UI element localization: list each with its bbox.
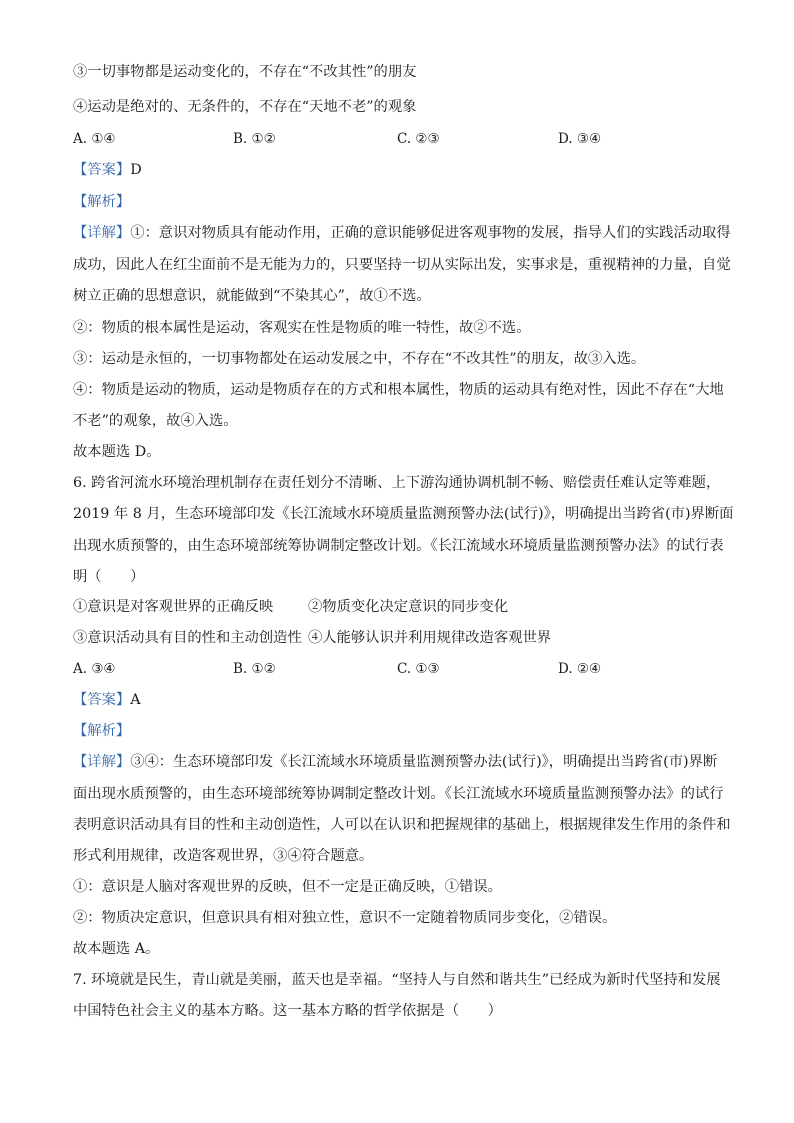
q6-analysis-tag: 【解析】 <box>73 723 131 739</box>
q5-statement-4: ④运动是绝对的、无条件的，不存在“天地不老”的观象 <box>73 99 417 115</box>
q6-detail-line-2: 面出现水质预警的，由生态环境部统筹协调制定整改计划。《长江流域水环境质量监测预警办法》的试行 <box>73 786 724 802</box>
q6-statements-row-1 <box>73 597 508 617</box>
q6-answer <box>73 690 141 710</box>
q5-analysis-tag: 【解析】 <box>73 194 131 210</box>
q6-option-b: B. ①② <box>233 661 276 677</box>
detail-tag: 【详解】 <box>73 754 131 770</box>
q5-detail-line-1 <box>73 223 731 243</box>
q6-stem-line-3: 出现水质预警的，由生态环境部统筹协调制定整改计划。《长江流域水环境质量监测预警办法》的试行表 <box>73 538 724 554</box>
detail-text: ①：意识对物质具有能动作用，正确的意识能够促进客观事物的发展，指导人们的实践活动取得 <box>130 225 731 241</box>
q5-option-b: B. ①② <box>233 131 276 147</box>
q5-option-c: C. ②③ <box>397 131 440 147</box>
q5-explain-3: ③：运动是永恒的，一切事物都处在运动发展之中，不存在“不改其性”的朋友，故③入选。 <box>73 351 646 367</box>
q6-explain-1: ①：意识是人脑对客观世界的反映，但不一定是正确反映，①错误。 <box>73 879 502 895</box>
q7-stem-line-1: 7. 环境就是民生，青山就是美丽，蓝天也是幸福。“坚持人与自然和谐共生”已经成为新时代坚持和发展 <box>73 972 721 988</box>
q5-detail-line-2: 成功，因此人在红尘面前不是无能为力的，只要坚持一切从实际出发，实事求是，重视精神的力量，自觉 <box>73 257 731 273</box>
q6-detail-line-3: 表明意识活动具有目的性和主动创造性，人可以在认识和把握规律的基础上，根据规律发生作用的条件和 <box>73 817 731 833</box>
answer-value: D <box>130 162 142 178</box>
q5-option-d: D. ③④ <box>558 131 602 147</box>
q6-stem-line-1: 6. 跨省河流水环境治理机制存在责任划分不清晰、上下游沟通协调机制不畅、赔偿责任难认定等难题， <box>73 475 721 491</box>
q6-statement-3: ③意识活动具有目的性和主动创造性 <box>73 630 302 646</box>
answer-tag: 【答案】 <box>73 162 131 178</box>
q6-stem-line-2: 2019 年 8 月，生态环境部印发《长江流域水环境质量监测预警办法(试行)》，明确提出当跨省(市)界断面 <box>73 506 734 522</box>
answer-tag: 【答案】 <box>73 692 131 708</box>
q7-stem-line-2: 中国特色社会主义的基本方略。这一基本方略的哲学依据是（ ） <box>73 1003 502 1019</box>
q5-explain-4b: 不老”的观象，故④入选。 <box>73 413 238 429</box>
q6-option-d: D. ②④ <box>558 661 602 677</box>
q5-answer <box>73 160 142 180</box>
q5-explain-4a: ④：物质是运动的物质，运动是物质存在的方式和根本属性，物质的运动具有绝对性，因此不存在“大地 <box>73 382 724 398</box>
answer-value: A <box>130 692 141 708</box>
q6-option-c: C. ①③ <box>397 661 440 677</box>
q5-conclusion: 故本题选 D。 <box>73 444 161 460</box>
q6-statement-1: ①意识是对客观世界的正确反映 <box>73 599 274 615</box>
q6-detail-line-1 <box>73 752 717 772</box>
q6-statements-row-2 <box>73 628 551 648</box>
q6-statement-2: ②物质变化决定意识的同步变化 <box>308 599 509 615</box>
detail-tag: 【详解】 <box>73 225 131 241</box>
q6-conclusion: 故本题选 A。 <box>73 941 160 957</box>
q6-explain-2: ②：物质决定意识，但意识具有相对独立性，意识不一定随着物质同步变化，②错误。 <box>73 910 617 926</box>
q6-stem-line-4: 明（ ） <box>73 569 145 585</box>
detail-text: ③④：生态环境部印发《长江流域水环境质量监测预警办法(试行)》，明确提出当跨省(市)界断 <box>130 754 718 770</box>
q5-detail-line-3: 树立正确的思想意识，就能做到“不染其心”，故①不选。 <box>73 288 431 304</box>
q5-explain-2: ②：物质的根本属性是运动，客观实在性是物质的唯一特性，故②不选。 <box>73 320 531 336</box>
q6-option-a: A. ③④ <box>73 661 116 677</box>
q6-statement-4: ④人能够认识并利用规律改造客观世界 <box>308 630 552 646</box>
q5-option-a: A. ①④ <box>73 131 116 147</box>
q5-statement-3: ③一切事物都是运动变化的，不存在“不改其性”的朋友 <box>73 64 417 80</box>
q6-detail-line-4: 形式利用规律，改造客观世界，③④符合题意。 <box>73 848 374 864</box>
